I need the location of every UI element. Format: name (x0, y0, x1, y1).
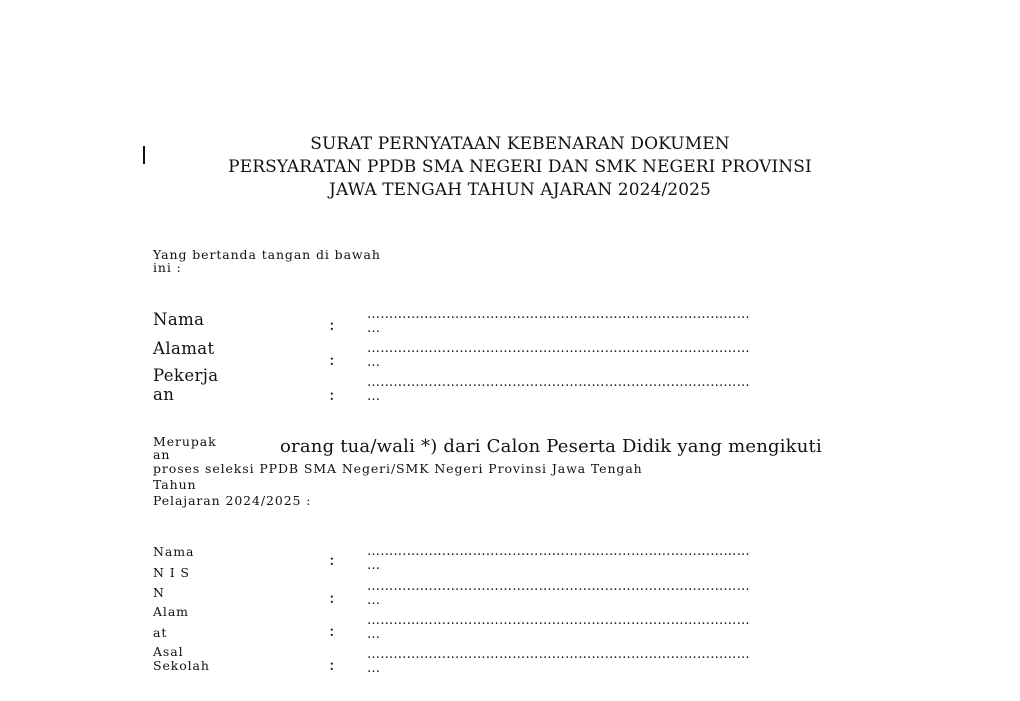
colon-nama: : (329, 315, 335, 334)
colon-pekerjaan: : (329, 385, 335, 404)
statement-line-3: Tahun (153, 477, 197, 492)
dots-student-alamat: …………………………………………………………………………… … (367, 614, 750, 642)
statement-line-2: proses seleksi PPDB SMA Negeri/SMK Negeri Provinsi Jawa Tengah (153, 461, 643, 476)
title-line-1: SURAT PERNYATAAN KEBENARAN DOKUMEN (310, 134, 730, 154)
label-nisn-1: N I S (153, 565, 190, 580)
intro-text (153, 248, 493, 274)
label-pekerjaan-1: Pekerja (153, 366, 219, 385)
dots-asal-sekolah: …………………………………………………………………………… … (367, 648, 750, 676)
label-nama: Nama (153, 310, 205, 329)
label-student-alamat-2: at (153, 625, 168, 640)
label-asal-sekolah-1: Asal (153, 644, 184, 659)
label-student-alamat-1: Alam (153, 604, 189, 619)
merupakan-label: Merupak an (153, 434, 217, 462)
dots-student-nama: …………………………………………………………………………… … (367, 545, 750, 573)
dots-nama: …………………………………………………………………………… … (367, 308, 750, 336)
colon-asal-sekolah: : (329, 655, 335, 674)
intro-line-1: Yang bertanda tangan di bawah (153, 247, 381, 262)
colon-student-alamat: : (329, 621, 335, 640)
dots-nisn: …………………………………………………………………………… … (367, 580, 750, 608)
label-nisn-2: N (153, 585, 165, 600)
statement-line-4: Pelajaran 2024/2025 : (153, 493, 312, 508)
colon-nisn: : (329, 588, 335, 607)
label-student-nama: Nama (153, 544, 195, 559)
label-pekerjaan-2: an (153, 385, 175, 404)
statement-rest (153, 461, 893, 509)
label-alamat: Alamat (153, 339, 215, 358)
colon-alamat: : (329, 350, 335, 369)
dots-pekerjaan: …………………………………………………………………………… … (367, 376, 750, 404)
dots-alamat: …………………………………………………………………………… … (367, 342, 750, 370)
title-line-2: PERSYARATAN PPDB SMA NEGERI DAN SMK NEGERI PROVINSI (228, 157, 812, 177)
title-line-3: JAWA TENGAH TAHUN AJARAN 2024/2025 (329, 180, 711, 200)
label-asal-sekolah-2: Sekolah (153, 658, 210, 673)
document-title (160, 133, 880, 202)
statement-line-1: orang tua/wali *) dari Calon Peserta Didik yang mengikuti (280, 436, 822, 457)
colon-student-nama: : (329, 550, 335, 569)
text-cursor (143, 146, 145, 164)
intro-line-2: ini : (153, 260, 182, 275)
